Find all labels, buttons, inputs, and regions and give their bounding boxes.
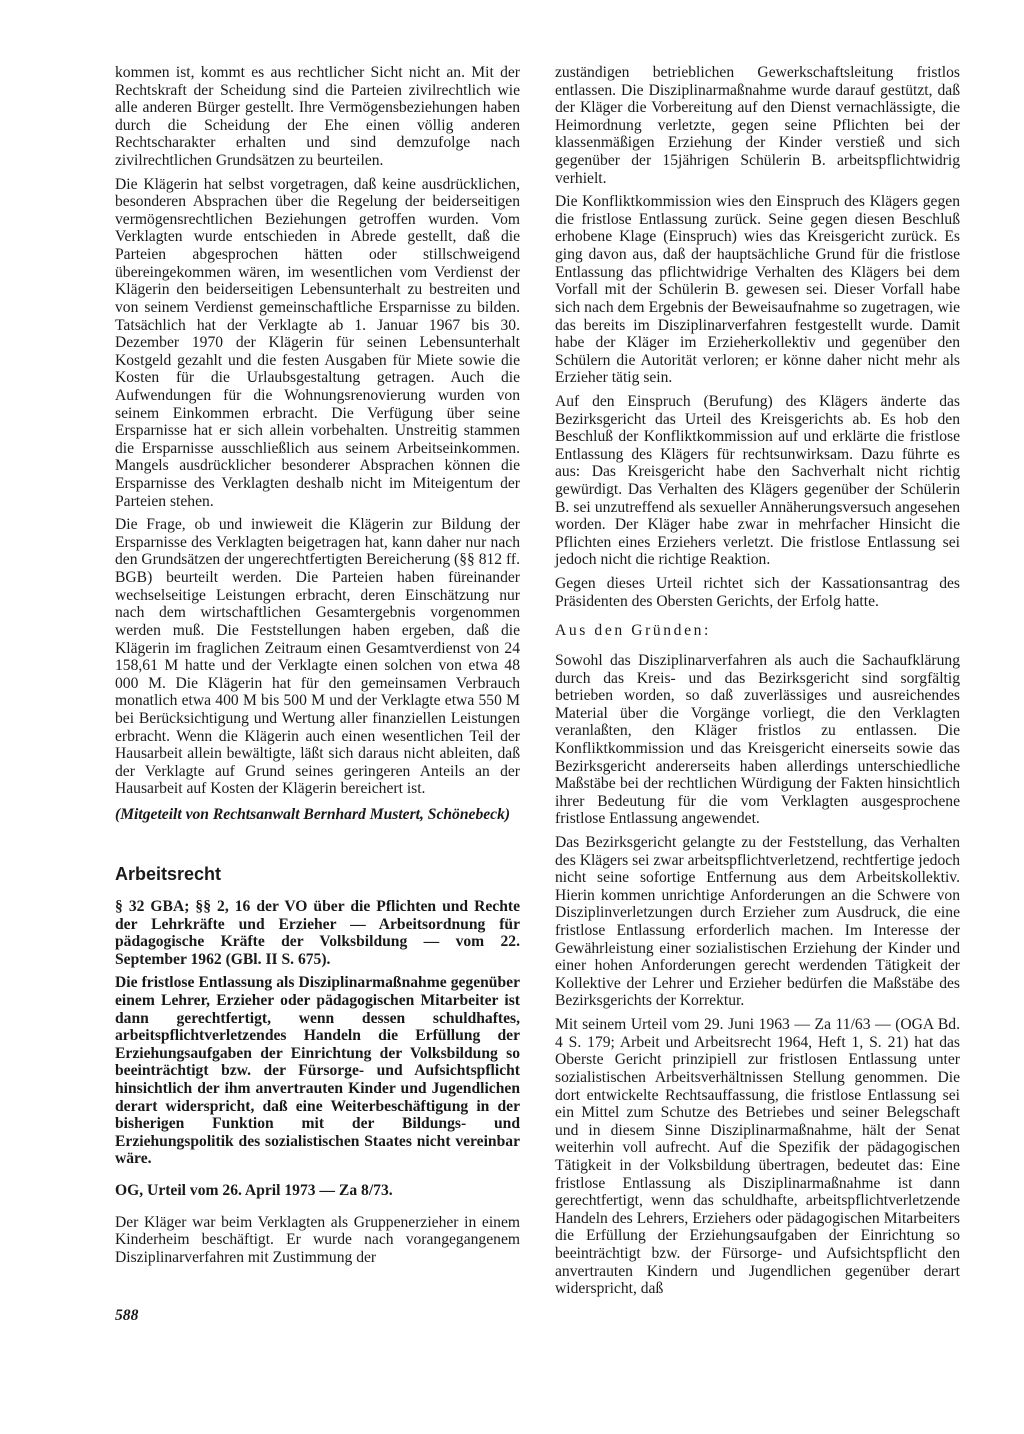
court-decision-line: OG, Urteil vom 26. April 1973 — Za 8/73. bbox=[115, 1182, 393, 1200]
body-paragraph: Mit seinem Urteil vom 29. Juni 1963 — Za 11/63 — (OGA Bd. 4 S. 179; Arbeit und Arbeitsrecht 1964, Heft 1, S. 21) hat das Oberste Gericht prinzipiell zur fristlosen Entlassung unter sozialistischen Arbeitsverhältnissen Stellung genommen. Die dort entwickelte Rechtsauffassung, die fristlose Entlassung sei ein Mittel zum Schutze des Betriebes und seiner Belegschaft und in diesem Sinne Disziplinarmaßnahme, hält der Senat weiterhin voll aufrecht. Auf die Spezifik der pädagogischen Tätigkeit in der Volksbildung übertragen, bedeutet das: Eine fristlose Entlassung als Disziplinarmaßnahme ist dann gerechtfertigt, wenn das schuldhafte, arbeitspflichtverletzende Handeln des Lehrers, Erziehers oder pädagogischen Mitarbeiters die Erfüllung der Erziehungsaufgaben der Einrichtung so beeinträchtigt bzw. der Fürsorge- und Aufsichtspflicht den anvertrauten Kindern und Jugendlichen gegenüber derart widerspricht, daß bbox=[555, 1016, 960, 1298]
body-paragraph: Das Bezirksgericht gelangte zu der Feststellung, das Verhalten des Klägers sei zwar arbeitspflichtverletzend, rechtfertige jedoch nicht seine sofortige Entfernung aus dem Arbeitskollektiv. Hierin kommen unrichtige Anforderungen an die Schwere von Disziplinverletzungen durch Erzieher zum Ausdruck, die eine fristlose Entlassung erforderlich machen. Im Interesse der Gewährleistung einer sozialistischen Erziehung der Kinder und einer hohen Anforderungen gerecht werdenden Tätigkeit der Kollektive der Lehrer und Erzieher bedürfen die Maßstäbe des Bezirksgerichts der Korrektur. bbox=[555, 833, 960, 1010]
body-paragraph: Die Klägerin hat selbst vorgetragen, daß keine ausdrücklichen, besonderen Absprachen über die Regelung der beiderseitigen vermögensrechtlichen Beziehungen getroffen wurden. Vom Verklagten wurde entschieden in Abrede gestellt, daß die Parteien abgesprochen hätten oder stillschweigend übereingekommen wären, im wesentlichen vom Verdienst der Klägerin den beiderseitigen Lebensunterhalt zu bestreiten und von seinem Verdienst gemeinschaftliche Ersparnisse zu bilden. Tatsächlich hat der Verklagte ab 1. Januar 1967 bis 30. Dezember 1970 der Klägerin für seinen Lebensunterhalt Kostgeld gezahlt und die festen Ausgaben für Miete sowie die Kosten für die Urlaubsgestaltung getragen. Auch die Aufwendungen für die Wohnungsrenovierung wurden von seinem Einkommen erbracht. Die Verfügung über seine Ersparnisse hat er sich allein vorbehalten. Unstreitig stammen die Ersparnisse ausschließlich aus seinem Arbeitseinkommen. Mangels ausdrücklicher besonderer Absprachen können die Ersparnisse des Verklagten deshalb nicht im Miteigentum der Parteien stehen. bbox=[115, 175, 520, 510]
right-column bbox=[555, 64, 960, 1304]
body-paragraph: Sowohl das Disziplinarverfahren als auch die Sachaufklärung durch das Kreis- und das Bezirksgericht sind sorgfältig betrieben worden, so daß zuverlässiges und ausreichendes Material über die Vorgänge vorliegt, die den Verklagten veranlaßten, den Kläger fristlos zu entlassen. Die Konfliktkommission und das Kreisgericht einerseits sowie das Bezirksgericht andererseits haben allerdings unterschiedliche Maßstäbe bei der rechtlichen Würdigung der Fakten hinsichtlich ihrer Bedeutung für die vom Verklagten ausgesprochene fristlose Entlassung angewendet. bbox=[555, 651, 960, 828]
page-number: 588 bbox=[115, 1306, 139, 1324]
section-heading: Arbeitsrecht bbox=[115, 863, 222, 884]
attribution-note: (Mitgeteilt von Rechtsanwalt Bernhard Mustert, Schönebeck) bbox=[115, 805, 511, 823]
body-paragraph: Die Frage, ob und inwieweit die Klägerin zur Bildung der Ersparnisse des Verklagten beigetragen hat, kann daher nur nach den Grundsätzen der ungerechtfertigten Bereicherung (§§ 812 ff. BGB) beurteilt werden. Die Parteien haben füreinander wechselseitige Leistungen erbracht, deren Einschätzung nur nach dem wirtschaftlichen Gesamtergebnis vorgenommen werden muß. Die Feststellungen haben ergeben, daß die Klägerin im fraglichen Zeitraum einen Gesamtverdienst von 24 158,61 M hatte und der Verklagte einen solchen von etwa 48 000 M. Die Klägerin hat für den gemeinsamen Verbrauch monatlich etwa 400 M bis 500 M und der Verklagte etwa 550 M bei Berücksichtigung und Wertung aller finanziellen Leistungen erbracht. Wenn die Klägerin auch einen wesentlichen Teil der Hausarbeit allein bewältigte, läßt sich daraus nicht ableiten, daß der Verklagte auf Grund seines geringeren Anteils an der Hausarbeit auf Kosten der Klägerin bereichert ist. bbox=[115, 516, 520, 798]
body-paragraph: kommen ist, kommt es aus rechtlicher Sicht nicht an. Mit der Rechtskraft der Scheidung sind die Parteien zivilrechtlich wie alle anderen Bürger gestellt. Ihre Vermögensbeziehungen haben durch die Scheidung der Ehe einen völlig anderen Rechtscharakter erhalten und sind demzufolge nach zivilrechtlichen Grundsätzen zu beurteilen. bbox=[115, 64, 520, 170]
body-paragraph: Gegen dieses Urteil richtet sich der Kassationsantrag des Präsidenten des Obersten Gerichts, der Erfolg hatte. bbox=[555, 575, 960, 610]
grounds-heading: Aus den Gründen: bbox=[555, 622, 711, 640]
body-paragraph: Die Konfliktkommission wies den Einspruch des Klägers gegen die fristlose Entlassung zurück. Seine gegen diesen Beschluß erhobene Klage (Einspruch) wies das Kreisgericht zurück. Es ging davon aus, daß der hauptsächliche Grund für die fristlose Entlassung das pflichtwidrige Verhalten des Klägers bei dem Vorfall mit der Schülerin B. gewesen sei. Dieser Vorfall habe sich nach dem Ergebnis der Beweisaufnahme so zugetragen, wie das bereits im Disziplinarverfahren festgestellt wurde. Damit habe der Kläger im Erzieherkollektiv und gegenüber den Schülern die Autorität verloren; er könne daher nicht mehr als Erzieher tätig sein. bbox=[555, 193, 960, 387]
guiding-principle: Die fristlose Entlassung als Disziplinarmaßnahme gegenüber einem Lehrer, Erzieher oder pädagogischen Mitarbeiter ist dann gerechtfertigt, wenn dessen schuldhaftes, arbeitspflichtverletzendes Handeln die Erfüllung der Erziehungsaufgaben der Einrichtung der Volksbildung so beeinträchtigt bzw. der Fürsorge- und Aufsichtspflicht hinsichtlich der ihm anvertrauten Kinder und Jugendlichen derart widerspricht, daß eine Weiterbeschäftigung in der bisherigen Funktion mit der Bildungs- und Erziehungspolitik des sozialistischen Staates nicht vereinbar wäre. bbox=[115, 974, 520, 1168]
body-paragraph: zuständigen betrieblichen Gewerkschaftsleitung fristlos entlassen. Die Disziplinarmaßnahme wurde darauf gestützt, daß der Kläger die Vorbereitung auf den Dienst vernachlässigte, die Heimordnung verletzte, gegen seine Pflichten bei der klassenmäßigen Erziehung der Kinder verstieß und sich gegenüber der 15jährigen Schülerin B. arbeitspflichtwidrig verhielt. bbox=[555, 64, 960, 187]
body-paragraph: Der Kläger war beim Verklagten als Gruppenerzieher in einem Kinderheim beschäftigt. Er wurde nach vorangegangenem Disziplinarverfahren mit Zustimmung der bbox=[115, 1213, 520, 1266]
body-paragraph: Auf den Einspruch (Berufung) des Klägers änderte das Bezirksgericht das Urteil des Kreisgerichts ab. Es hob den Beschluß der Konfliktkommission auf und erklärte die fristlose Entlassung des Klägers für rechtsunwirksam. Dazu führte es aus: Das Kreisgericht habe den Sachverhalt nicht richtig gewürdigt. Das Verhalten des Klägers gegenüber der Schülerin B. sei unzutreffend als sexueller Annäherungsversuch angesehen worden. Der Kläger habe zwar in mehrfacher Hinsicht die Pflichten eines Erziehers verletzt. Die fristlose Entlassung sei jedoch nicht die richtige Reaktion. bbox=[555, 392, 960, 569]
left-column bbox=[115, 64, 520, 1324]
legal-reference-headnote: § 32 GBA; §§ 2, 16 der VO über die Pflichten und Rechte der Lehrkräfte und Erzieher — Arbeitsordnung für pädagogische Kräfte der Volksbildung — vom 22. September 1962 (GBl. II S. 675). bbox=[115, 897, 520, 968]
